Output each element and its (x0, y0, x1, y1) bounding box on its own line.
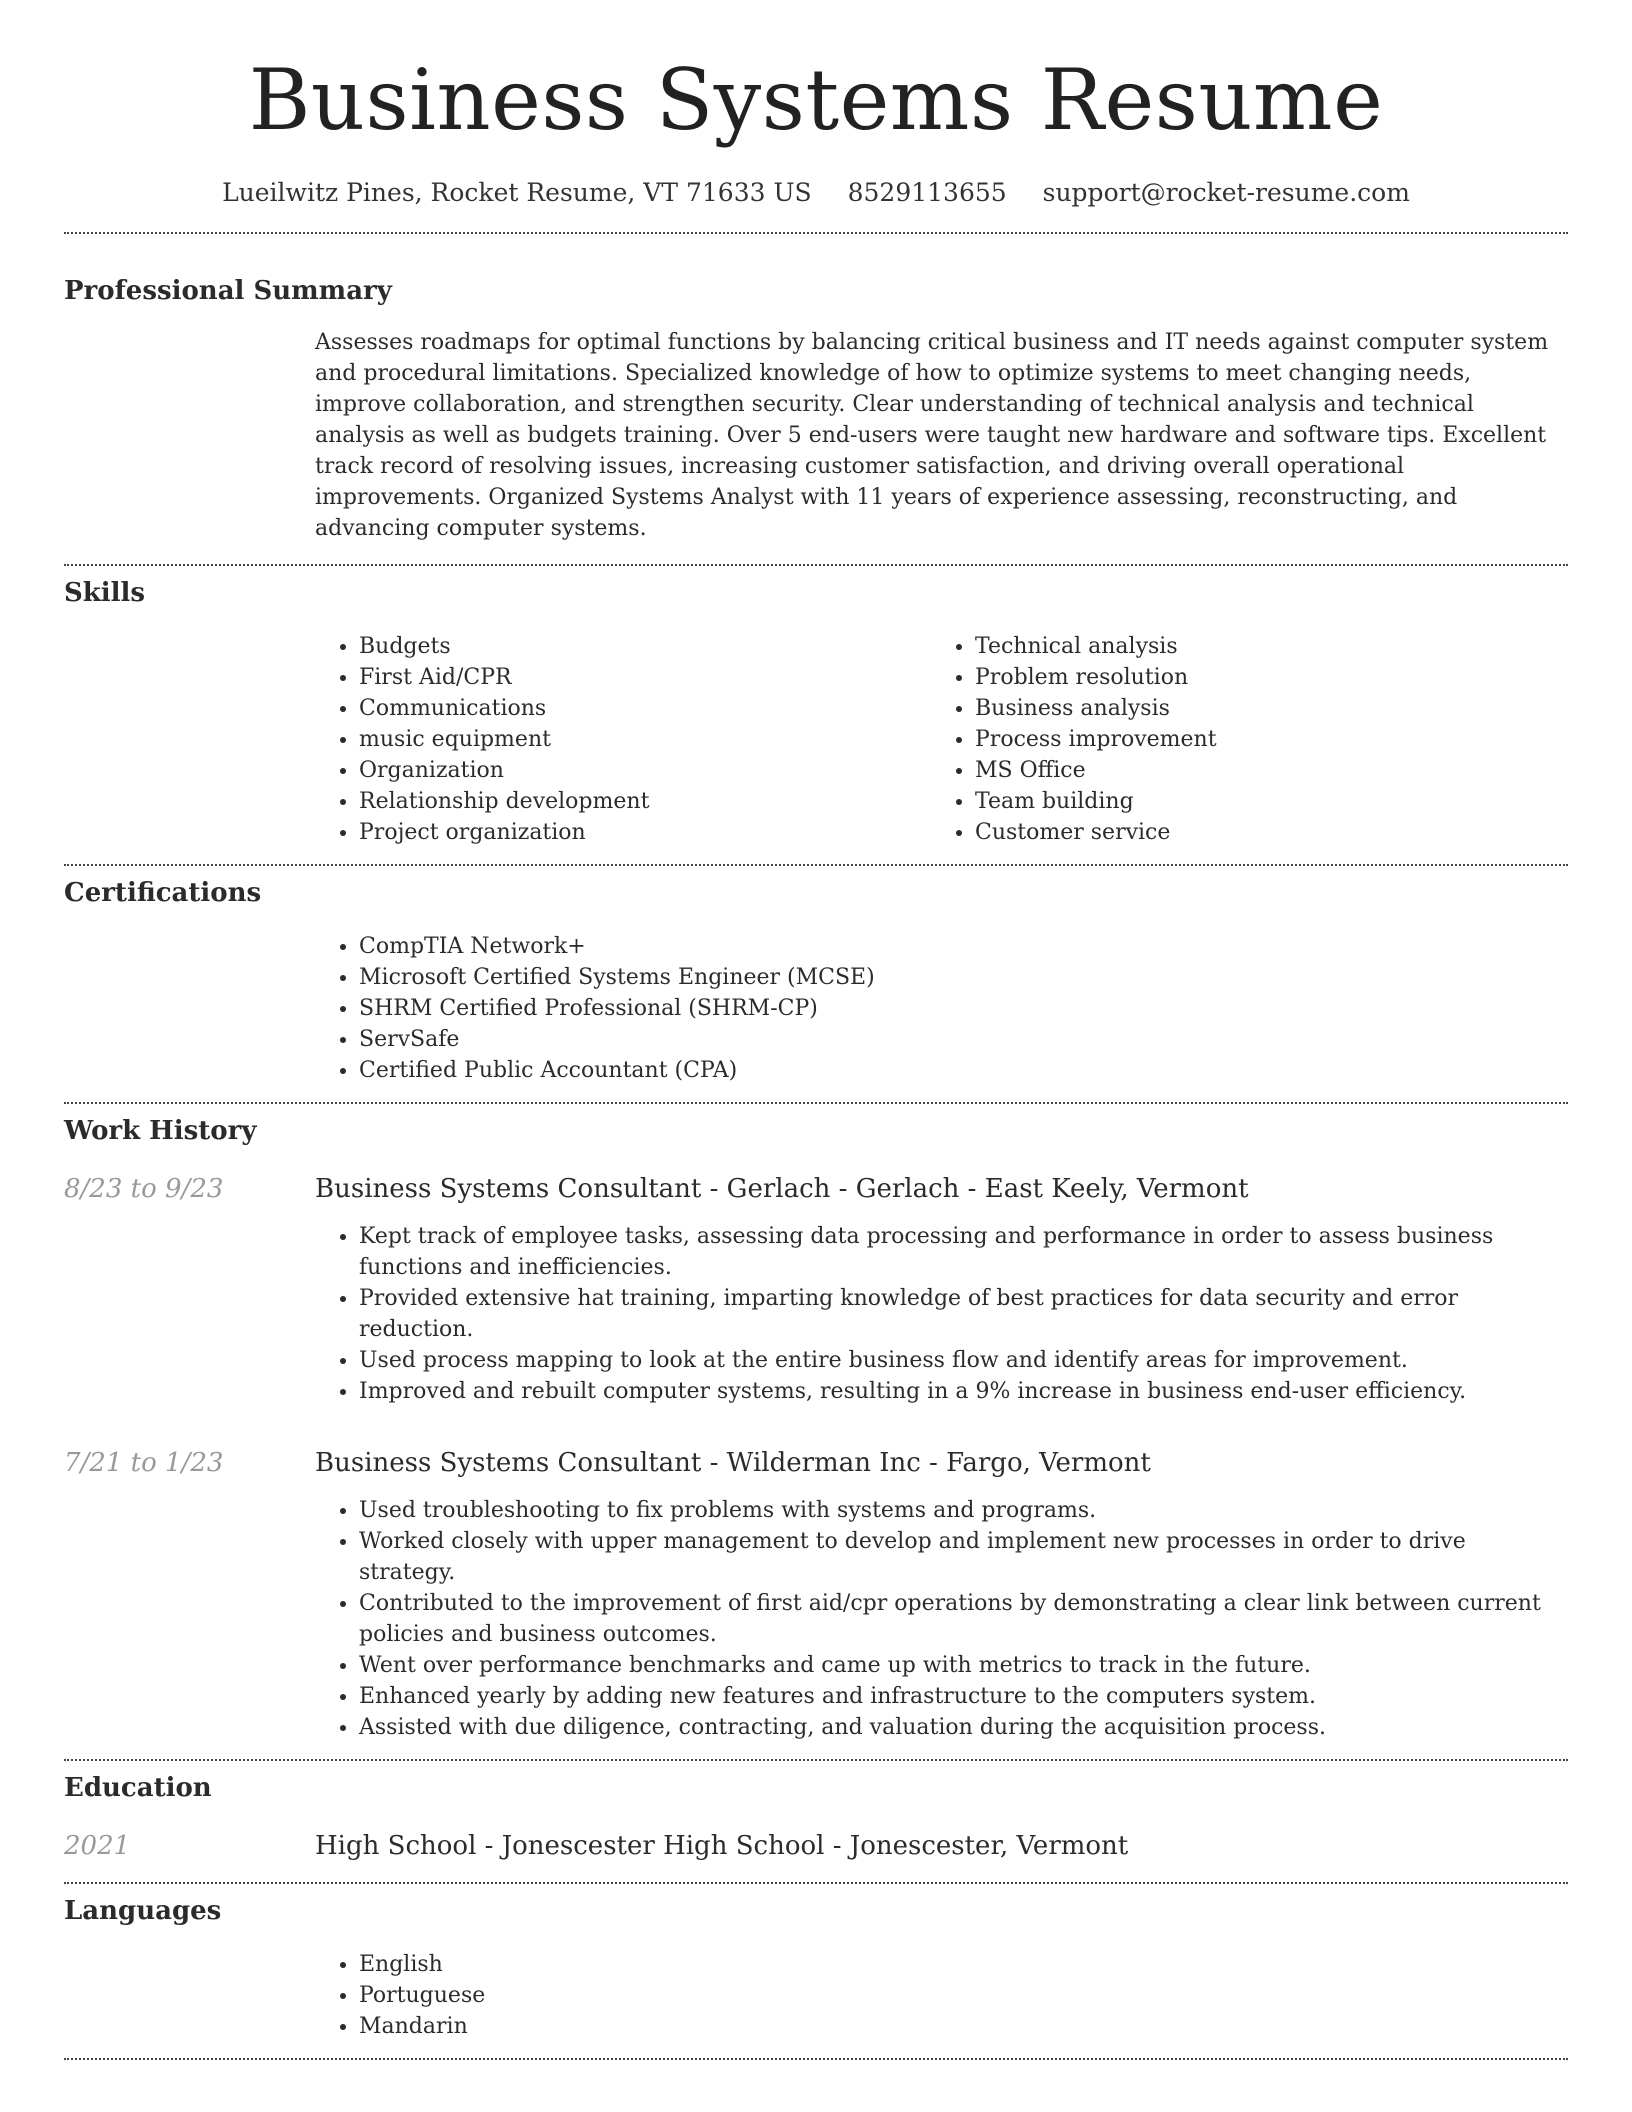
languages-list (315, 1949, 1568, 2042)
education-section (64, 1772, 1568, 1862)
list-item: • Worked closely with upper management to develop and implement new processes in order to drive strategy. (359, 1526, 1568, 1588)
list-item: • Microsoft Certified Systems Engineer (MCSE) (359, 962, 1568, 993)
list-item: • Contributed to the improvement of first aid/cpr operations by demonstrating a clear link between current policies and business outcomes. (359, 1588, 1568, 1650)
divider (64, 1882, 1568, 1884)
list-item: • Business analysis (975, 693, 1547, 724)
job-bullets (315, 1221, 1568, 1407)
contact-address: Lueilwitz Pines, Rocket Resume, VT 71633 US (222, 178, 812, 207)
resume-title: Business Systems Resume (248, 51, 1384, 149)
list-item: • English (359, 1949, 1568, 1980)
list-item: • Team building (975, 786, 1547, 817)
skills-section (64, 577, 1568, 848)
list-item: • music equipment (359, 724, 931, 755)
list-item: • Budgets (359, 631, 931, 662)
contact-line (64, 178, 1568, 208)
list-item: • Project organization (359, 817, 931, 848)
list-item: • Organization (359, 755, 931, 786)
summary-text: Assesses roadmaps for optimal functions by balancing critical business and IT needs against computer system and procedural limitations. Specialized knowledge of how to optimize systems to meet changing needs, improve collaboration, and strengthen security. Clear understanding of technical analysis and technical analysis as well as budgets training. Over 5 end-users were taught new hardware and software tips. Excellent track record of resolving issues, increasing customer satisfaction, and driving overall operational improvements. Organized Systems Analyst with 11 years of experience assessing, reconstructing, and advancing computer systems. (315, 330, 1549, 541)
summary-section (64, 275, 1568, 544)
languages-heading: Languages (64, 1896, 222, 1926)
list-item: • CompTIA Network+ (359, 931, 1568, 962)
job-dates: 8/23 to 9/23 (64, 1174, 224, 1204)
job-title: Business Systems Consultant - Gerlach - Gerlach - East Keely, Vermont (315, 1174, 1249, 1204)
job-entry (64, 1447, 1568, 1479)
list-item: • Mandarin (359, 2011, 1568, 2042)
list-item: • Used troubleshooting to fix problems with systems and programs. (359, 1495, 1568, 1526)
list-item: • Used process mapping to look at the entire business flow and identify areas for improvement. (359, 1345, 1568, 1376)
divider (64, 1102, 1568, 1104)
divider (64, 1759, 1568, 1761)
list-item: • First Aid/CPR (359, 662, 931, 693)
languages-section (64, 1895, 1568, 2042)
list-item: • Portuguese (359, 1980, 1568, 2011)
summary-heading: Professional Summary (64, 276, 392, 306)
list-item: • Relationship development (359, 786, 931, 817)
skills-heading: Skills (64, 578, 146, 608)
divider (64, 864, 1568, 866)
certifications-section (64, 877, 1568, 1086)
resume-page (64, 0, 1568, 2060)
education-dates: 2021 (64, 1831, 131, 1861)
list-item: • Enhanced yearly by adding new features and infrastructure to the computers system. (359, 1681, 1568, 1712)
education-heading: Education (64, 1773, 212, 1803)
list-item: • Process improvement (975, 724, 1547, 755)
certifications-heading: Certifications (64, 878, 262, 908)
list-item: • Problem resolution (975, 662, 1547, 693)
education-entry (64, 1830, 1568, 1862)
list-item: • Went over performance benchmarks and came up with metrics to track in the future. (359, 1650, 1568, 1681)
job-dates: 7/21 to 1/23 (64, 1448, 224, 1478)
education-title: High School - Jonescester High School - Jonescester, Vermont (315, 1831, 1129, 1861)
skills-list-left (315, 631, 931, 848)
skills-list-right (931, 631, 1547, 848)
list-item: • ServSafe (359, 1024, 1568, 1055)
list-item: • Assisted with due diligence, contracting, and valuation during the acquisition process. (359, 1712, 1568, 1743)
job-entry (64, 1173, 1568, 1205)
work-heading: Work History (64, 1116, 257, 1146)
list-item: • Provided extensive hat training, imparting knowledge of best practices for data security and error reduction. (359, 1283, 1568, 1345)
list-item: • Technical analysis (975, 631, 1547, 662)
list-item: • MS Office (975, 755, 1547, 786)
job-title: Business Systems Consultant - Wilderman Inc - Fargo, Vermont (315, 1448, 1151, 1478)
certifications-list (315, 931, 1568, 1086)
list-item: • Certified Public Accountant (CPA) (359, 1055, 1568, 1086)
contact-phone: 8529113655 (847, 178, 1007, 207)
divider (64, 232, 1568, 234)
divider (64, 2058, 1568, 2060)
work-section (64, 1115, 1568, 1743)
list-item: • Communications (359, 693, 931, 724)
list-item: • Customer service (975, 817, 1547, 848)
list-item: • Improved and rebuilt computer systems, resulting in a 9% increase in business end-user efficiency. (359, 1376, 1568, 1407)
job-bullets (315, 1495, 1568, 1743)
list-item: • Kept track of employee tasks, assessing data processing and performance in order to assess business functions and inefficiencies. (359, 1221, 1568, 1283)
list-item: • SHRM Certified Professional (SHRM-CP) (359, 993, 1568, 1024)
contact-email: support@rocket-resume.com (1042, 178, 1410, 207)
divider (64, 564, 1568, 566)
